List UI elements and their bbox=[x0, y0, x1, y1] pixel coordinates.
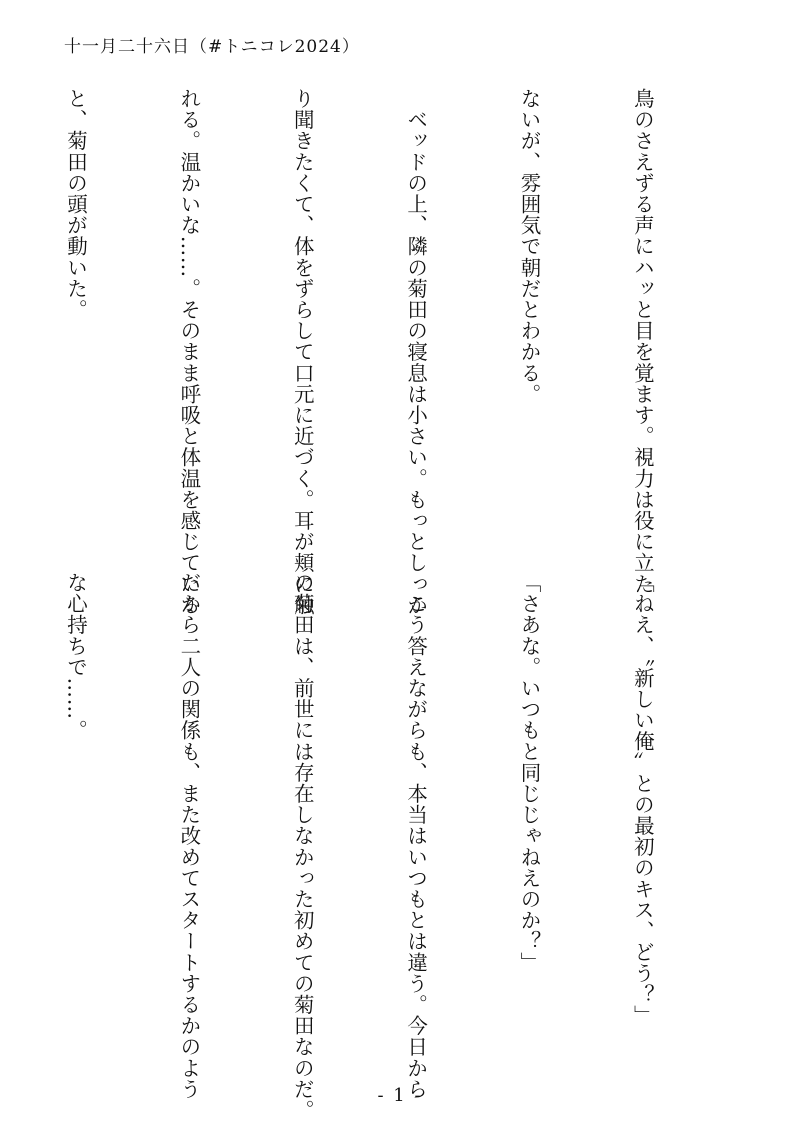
text-column: 「ねえ、〝新しい俺〟との最初のキス、どう？」 bbox=[630, 572, 655, 1026]
text-column: ないが、雰囲気で朝だとわかる。 bbox=[517, 88, 542, 405]
text-column: だから二人の関係も、また改めてスタートするかのよう bbox=[176, 572, 201, 1100]
text-column: の菊田は、前世には存在しなかった初めての菊田なのだ。 bbox=[290, 572, 315, 1121]
page-number: - 1 - bbox=[377, 1085, 423, 1106]
text-column: と、菊田の頭が動いた。 bbox=[63, 88, 88, 321]
text-column: ベッドの上、隣の菊田の寝息は小さい。もっとしっか bbox=[403, 88, 428, 616]
text-column: 「さあな。いつもと同じじゃねえのか？」 bbox=[517, 572, 542, 973]
page-header-title: 十一月二十六日（#トニコレ2024） bbox=[64, 37, 360, 57]
text-column: 鳥のさえずる声にハッと目を覚ます。視力は役に立た bbox=[630, 88, 655, 595]
lower-text-block bbox=[63, 572, 736, 1121]
text-column: れる。温かいな……。そのまま呼吸と体温を感じている bbox=[176, 88, 201, 616]
text-column: な心持ちで……。 bbox=[63, 572, 88, 741]
text-column: り聞きたくて、体をずらして口元に近づく。耳が頬に触 bbox=[290, 88, 315, 616]
upper-text-block bbox=[60, 88, 736, 616]
text-column: こう答えながらも、本当はいつもとは違う。今日から bbox=[403, 572, 428, 1100]
